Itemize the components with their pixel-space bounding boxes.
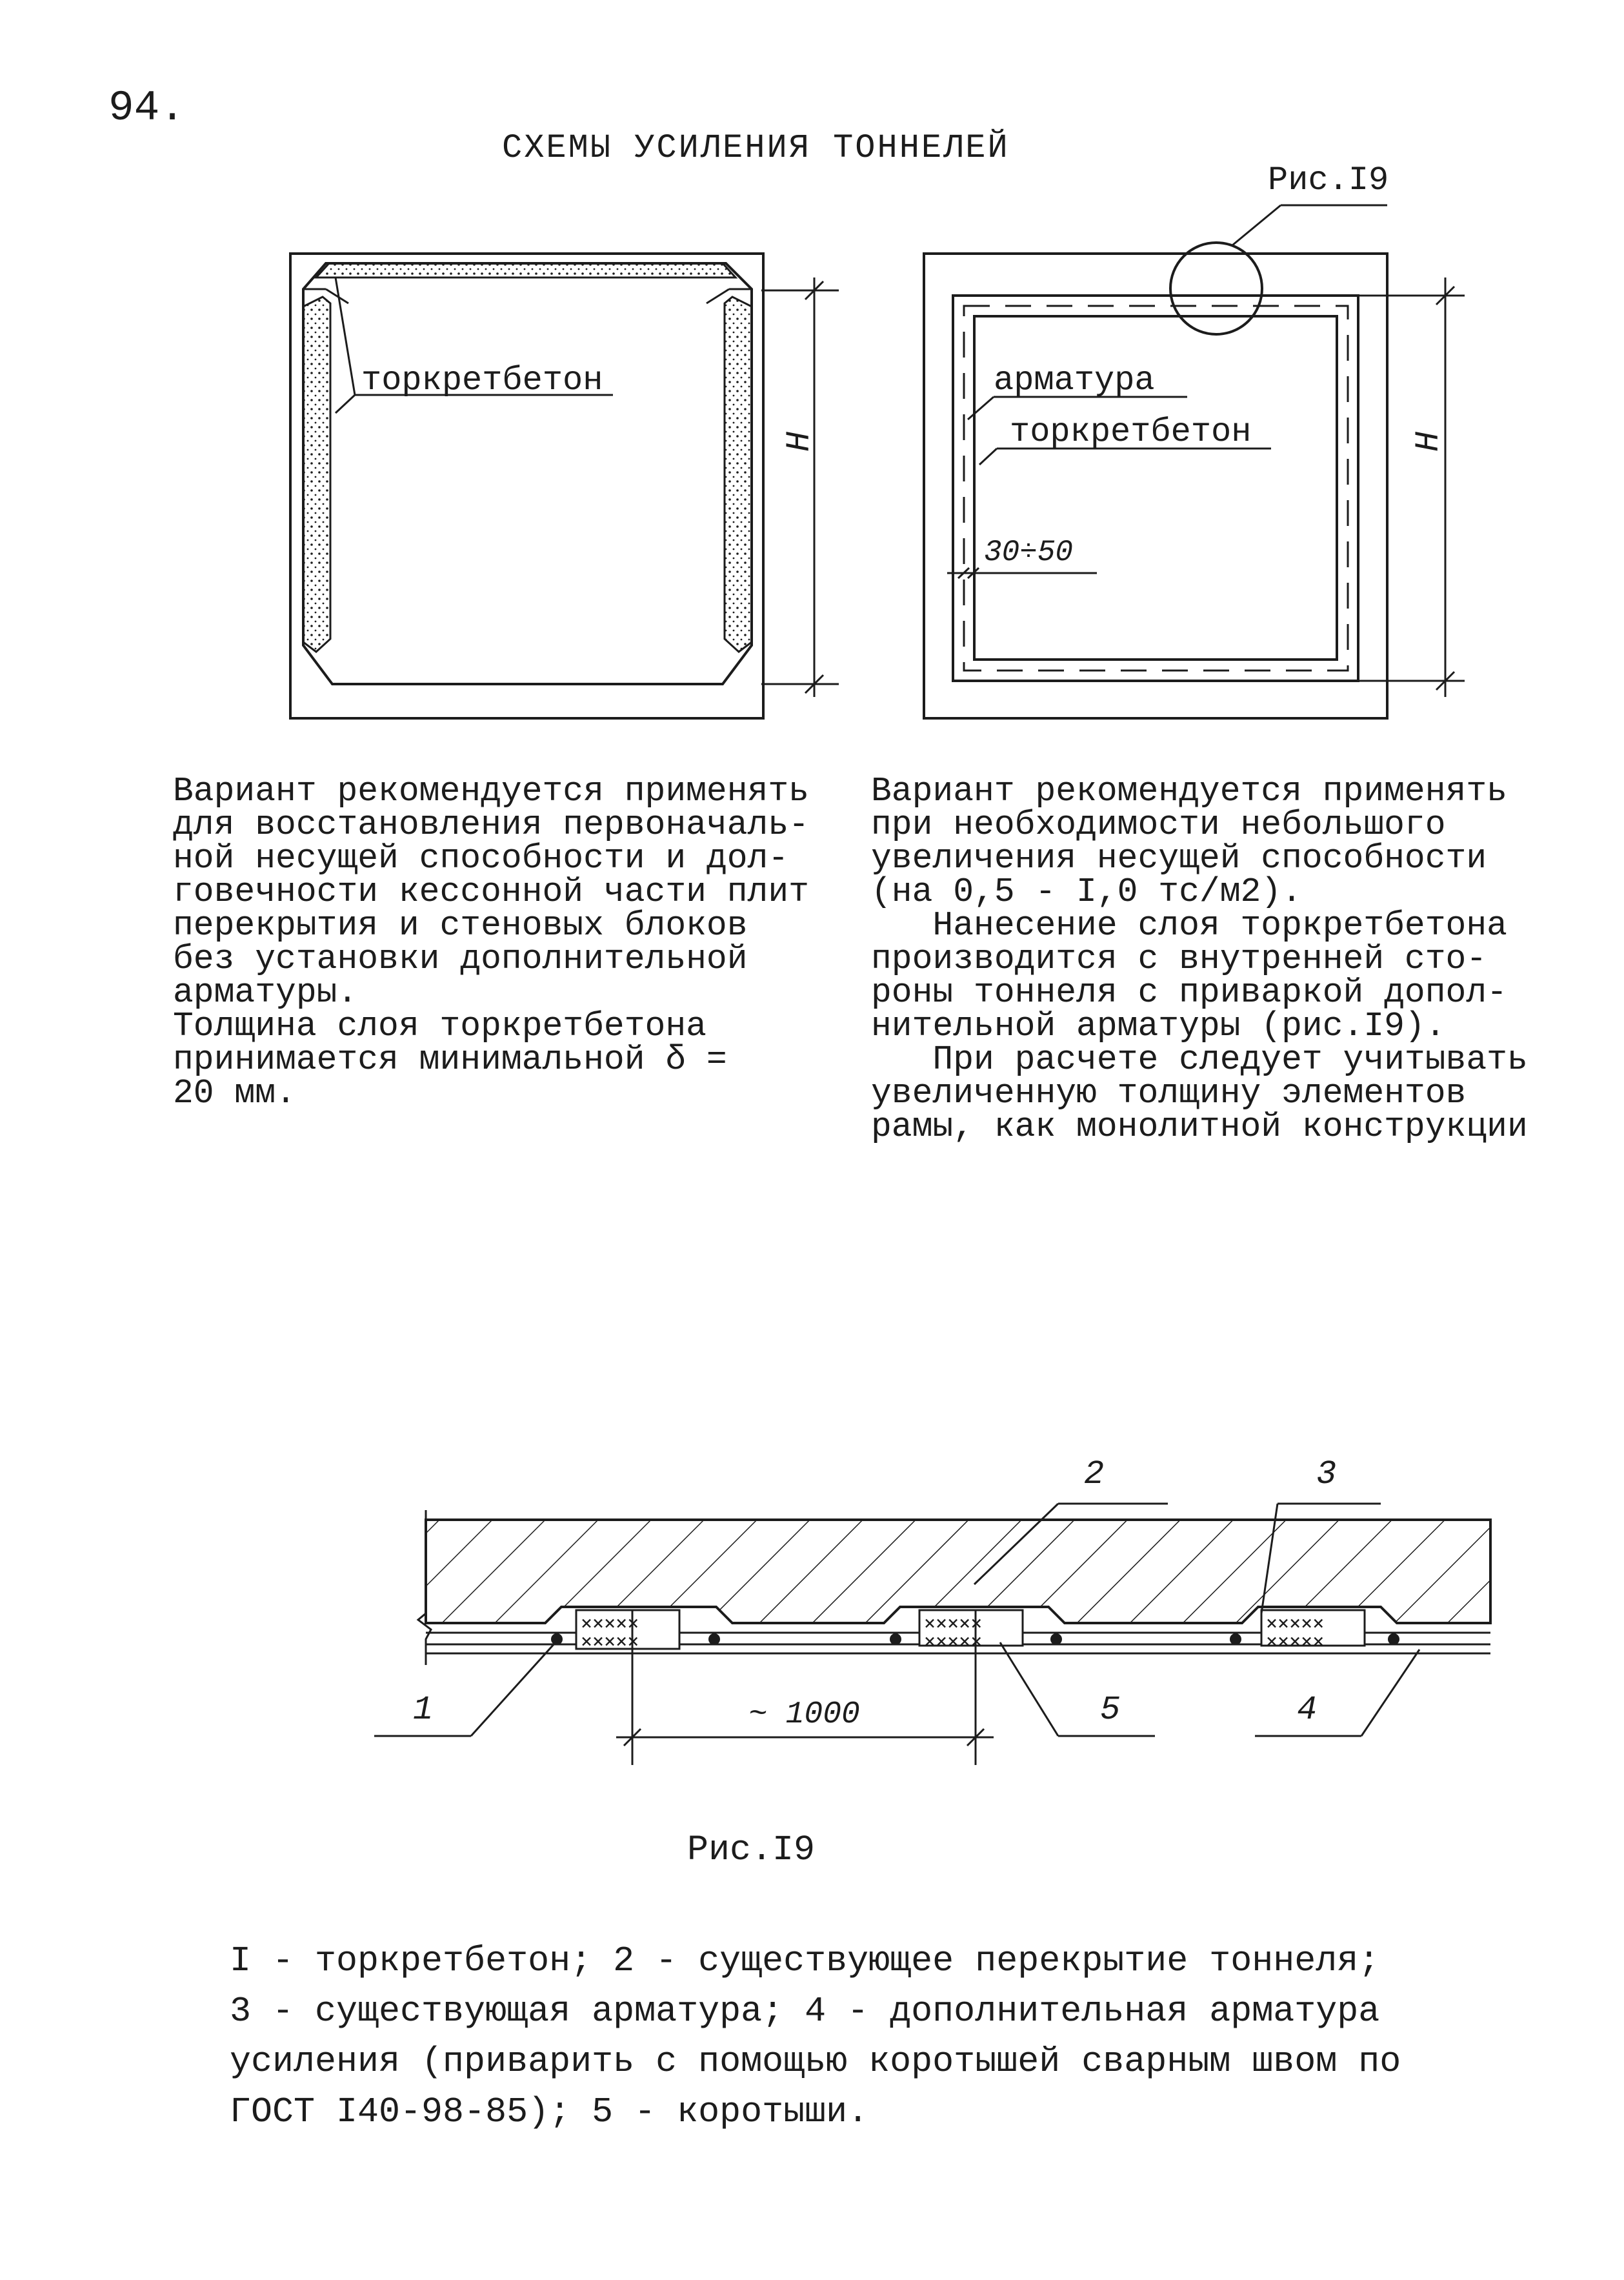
page-number: 94.: [108, 84, 185, 132]
svg-text:×××××: ×××××: [924, 1630, 983, 1653]
slab-detail: [374, 1504, 1490, 1765]
left-description: Вариант рекомендуется применять для восстановления первоначаль- ной несущей способности и дол- говечности кессонной части плит перекрытия и стеновых блоков без установки дополнительной арматуры. Толщина слоя торкретбетона принимается минимальной δ = 20 мм.: [173, 772, 809, 1113]
right-tunnel-scheme: [924, 205, 1465, 718]
right-torkret-label: торкретбетон: [1010, 413, 1252, 451]
svg-text:×××××: ×××××: [1266, 1612, 1325, 1635]
svg-text:×××××: ×××××: [924, 1612, 983, 1635]
figure-ref-label: Рис.I9: [1268, 161, 1389, 199]
svg-text:×××××: ×××××: [1266, 1630, 1325, 1653]
callout-4: 4: [1297, 1691, 1318, 1729]
right-armatura-label: арматура: [994, 361, 1155, 399]
left-torkret-label: торкретбетон: [361, 361, 603, 399]
right-description: Вариант рекомендуется применять при необходимости небольшого увеличения несущей способности (на 0,5 - I,0 тс/м2). Нанесение слоя торкретбетона производится с внутренней сто- роны тоннеля с приваркой допол- нительной арматуры (рис.I9). При расчете следует учитывать увеличенную толщину элементов рамы, как монолитной конструкции: [871, 772, 1528, 1146]
right-dimension-h: H: [1410, 431, 1448, 452]
callout-5: 5: [1100, 1691, 1121, 1729]
left-tunnel-scheme: [290, 254, 839, 718]
left-dimension-h: H: [781, 431, 819, 452]
callout-3: 3: [1316, 1455, 1337, 1493]
svg-text:×××××: ×××××: [581, 1630, 639, 1653]
figure-legend: I - торкретбетон; 2 - существующее перекрытие тоннеля; 3 - существующая арматура; 4 - дополнительная арматура усиления (приварить с помощью коротышей сварным швом по ГОСТ I40-98-85); 5 - коротыши.: [230, 1941, 1401, 2132]
spacing-dimension: ~ 1000: [748, 1697, 860, 1732]
offset-dimension: 30÷50: [984, 536, 1074, 569]
figure-caption: Рис.I9: [687, 1830, 816, 1870]
svg-text:×××××: ×××××: [581, 1612, 639, 1635]
callout-2: 2: [1084, 1455, 1105, 1493]
page-title: СХЕМЫ УСИЛЕНИЯ ТОННЕЛЕЙ: [502, 129, 1010, 167]
callout-1: 1: [413, 1691, 434, 1729]
